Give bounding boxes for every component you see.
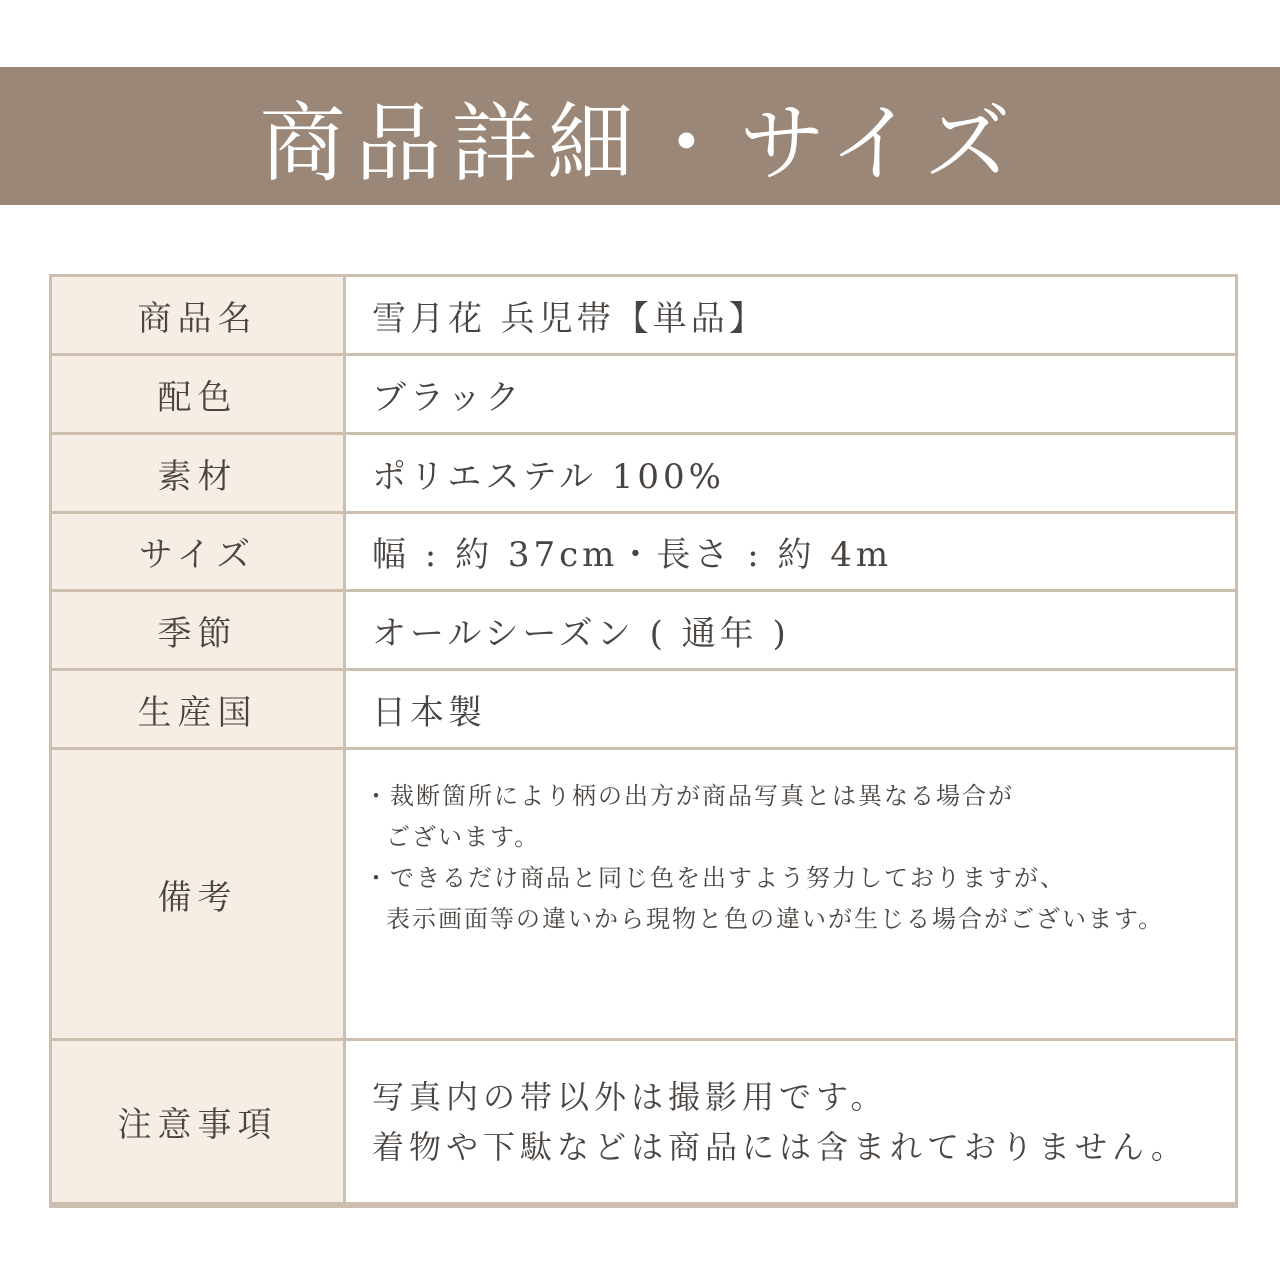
value-product-name: 雪月花 兵児帯【単品】 [346, 277, 1235, 353]
note-line: ・できるだけ商品と同じ色を出すよう努力しておりますが、 [364, 864, 1066, 892]
page-title: 商品詳細・サイズ [259, 94, 1021, 194]
caution-line: 着物や下駄などは商品には含まれておりません。 [372, 1127, 1188, 1166]
label-country: 生産国 [52, 671, 343, 747]
label-color: 配色 [52, 356, 343, 432]
label-season: 季節 [52, 592, 343, 668]
value-size: 幅 : 約 37cm・長さ : 約 4m [346, 514, 1235, 589]
value-color: ブラック [346, 356, 1235, 432]
product-spec-table [49, 274, 1238, 1208]
label-notes: 備考 [52, 750, 343, 1038]
value-season: オールシーズン ( 通年 ) [346, 592, 1235, 668]
caution-content [346, 1041, 1235, 1202]
note-line: ・裁断箇所により柄の出方が商品写真とは異なる場合が [364, 782, 1014, 810]
value-country: 日本製 [346, 671, 1235, 747]
value-material: ポリエステル 100% [346, 435, 1235, 511]
label-size: サイズ [52, 514, 343, 589]
note-line: ございます。 [386, 823, 541, 851]
label-caution: 注意事項 [52, 1041, 343, 1202]
note-line: 表示画面等の違いから現物と色の違いが生じる場合がございます。 [386, 905, 1165, 933]
label-product-name: 商品名 [52, 277, 343, 353]
notes-content [346, 750, 1235, 1038]
caution-line: 写真内の帯以外は撮影用です。 [372, 1077, 888, 1116]
title-banner [0, 67, 1280, 205]
label-material: 素材 [52, 435, 343, 511]
